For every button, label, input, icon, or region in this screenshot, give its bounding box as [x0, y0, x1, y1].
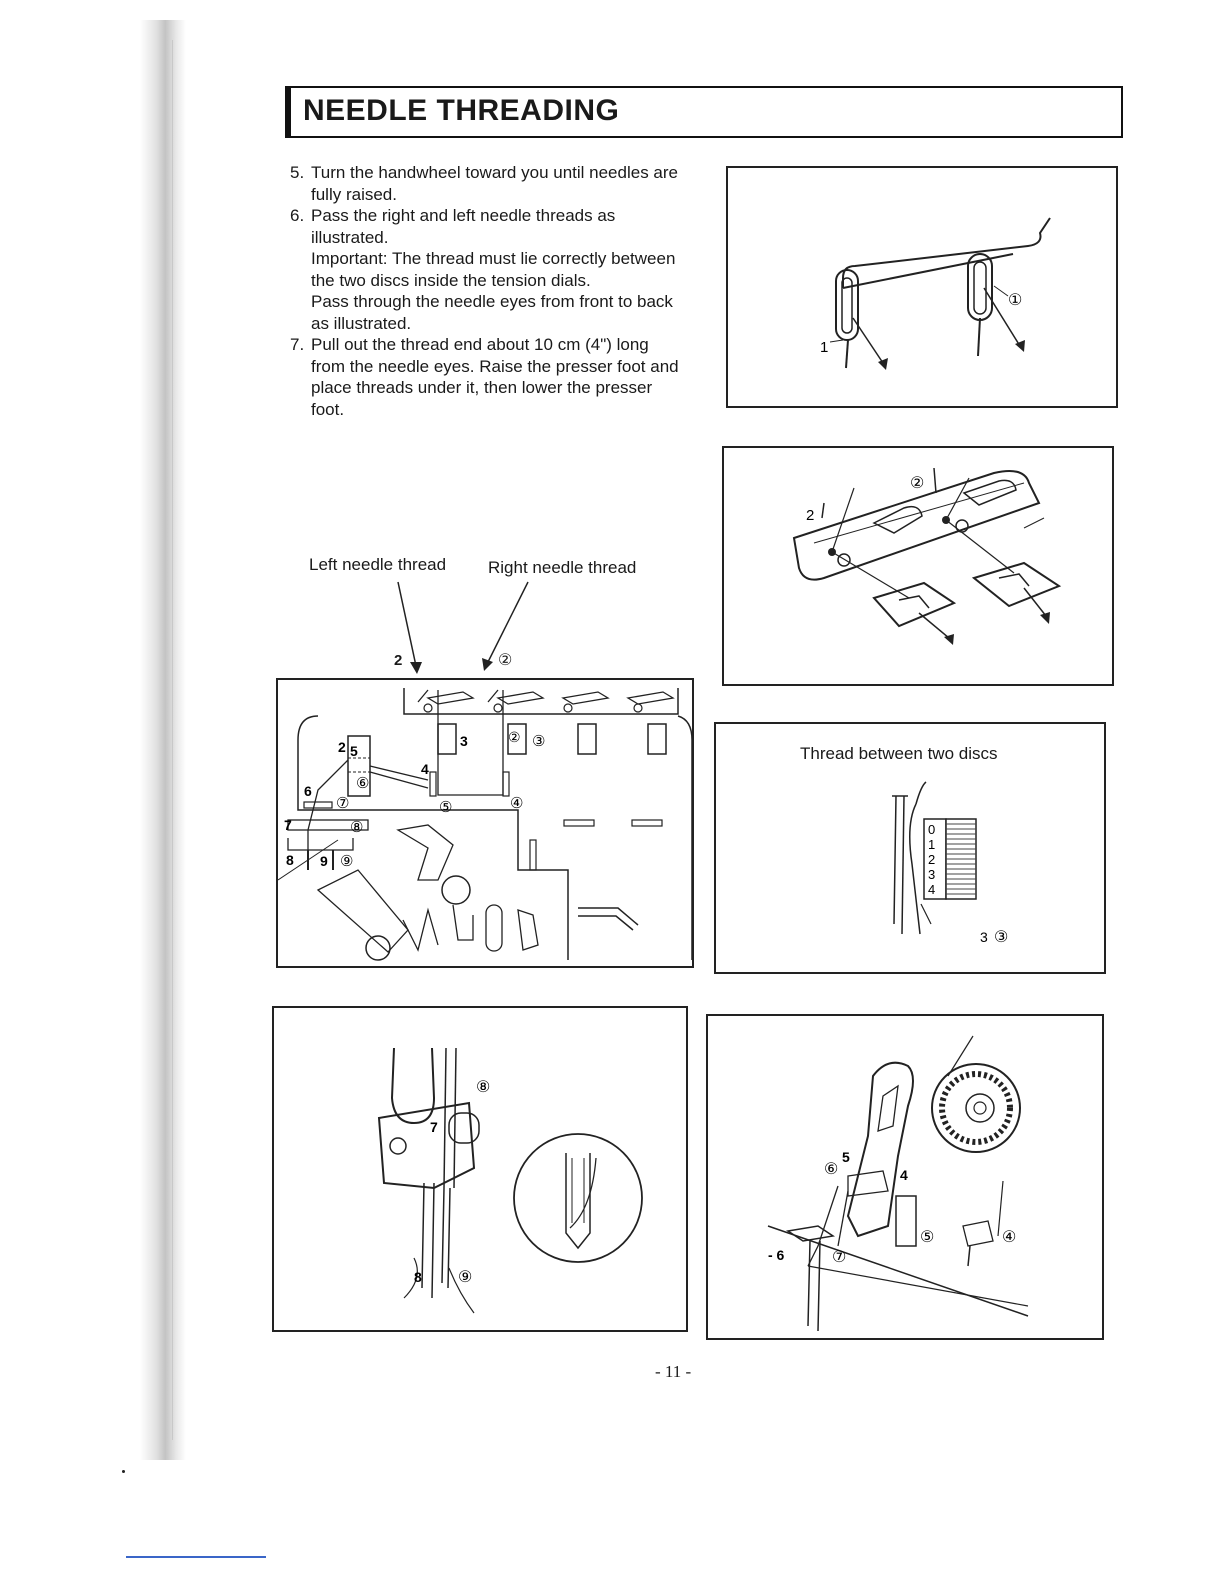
instruction-list [286, 162, 686, 420]
scan-speck [122, 1470, 125, 1473]
binding-line [172, 40, 173, 1440]
marker: ③ [532, 733, 546, 750]
title-box [285, 86, 1123, 138]
title-accent-bar [287, 88, 291, 136]
marker: 5 [350, 743, 358, 759]
thread-label-arrows [380, 578, 550, 678]
takeup-path-illustration [708, 1016, 1106, 1342]
marker-circled-2-top: ② [498, 652, 513, 669]
figure-thread-guides [726, 166, 1118, 408]
marker: ⑦ [336, 795, 350, 812]
marker: 4 [900, 1167, 908, 1183]
bottom-rule [126, 1556, 266, 1558]
marker: 8 [414, 1269, 422, 1285]
dial-number: 0 [928, 822, 936, 837]
marker: ③ [994, 929, 1009, 946]
marker: ④ [1002, 1229, 1017, 1246]
marker: ① [1008, 292, 1023, 309]
marker: 9 [320, 853, 328, 869]
marker: 8 [286, 852, 294, 868]
marker: 2 [806, 507, 815, 524]
marker: ⑤ [439, 799, 453, 816]
marker: ⑥ [356, 775, 370, 792]
marker: 6 [304, 783, 312, 799]
marker: 4 [421, 761, 429, 777]
dial-number: 2 [928, 852, 936, 867]
marker: ② [910, 475, 925, 492]
step-5 [286, 162, 686, 205]
step-number: 5. [290, 163, 305, 182]
step-number: 6. [290, 206, 305, 225]
dial-number: 3 [928, 867, 936, 882]
figure-takeup-path [706, 1014, 1104, 1340]
dial-number: 4 [928, 882, 936, 897]
marker: ⑤ [920, 1229, 935, 1246]
marker: ⑦ [832, 1249, 847, 1266]
step-text: Pull out the thread end about 10 cm (4") long from the needle eyes. Raise the presser foot and place threads under it, then lower the presser foot. [311, 335, 679, 419]
step-important-note: Important: The thread must lie correctly between the two discs inside the tension dials. [311, 249, 676, 290]
marker: 5 [842, 1149, 850, 1165]
marker: ⑨ [458, 1269, 473, 1286]
binding-shadow [140, 20, 186, 1460]
page-title: NEEDLE THREADING [303, 94, 620, 127]
figure-threading-path [276, 678, 694, 968]
marker: ⑨ [340, 853, 354, 870]
figure-tension-dial [714, 722, 1106, 974]
marker: ⑧ [350, 819, 364, 836]
marker: ② [508, 729, 521, 745]
step-text: Pass through the needle eyes from front to back as illustrated. [311, 292, 673, 333]
step-7 [286, 334, 686, 420]
marker: - 6 [768, 1247, 785, 1263]
marker: 3 [980, 929, 988, 945]
marker: 3 [460, 733, 468, 749]
step-text: Pass the right and left needle threads as illustrated. [311, 206, 616, 247]
marker: ⑧ [476, 1079, 491, 1096]
tension-caption: Thread between two discs [800, 744, 998, 763]
marker: ④ [510, 795, 524, 812]
step-number: 7. [290, 335, 305, 354]
marker: 2 [338, 739, 346, 755]
figure-needle-eyes [272, 1006, 688, 1332]
thread-guide-illustration [728, 168, 1120, 410]
figure-thread-bar [722, 446, 1114, 686]
page-number: - 11 - [655, 1362, 692, 1381]
needle-eyes-illustration [274, 1008, 690, 1334]
tension-dial-illustration [716, 724, 1108, 976]
thread-bar-illustration [724, 448, 1116, 688]
marker: 7 [284, 817, 292, 833]
right-needle-thread-label: Right needle thread [488, 558, 637, 577]
marker-2-top: 2 [394, 652, 403, 669]
step-text: Turn the handwheel toward you until needles are fully raised. [311, 163, 678, 204]
step-6 [286, 205, 686, 334]
threading-path-illustration [278, 680, 696, 970]
left-needle-thread-label: Left needle thread [309, 555, 447, 574]
marker: ⑥ [824, 1161, 839, 1178]
dial-number: 1 [928, 837, 936, 852]
marker: 7 [430, 1119, 438, 1135]
marker: 1 [820, 339, 829, 356]
